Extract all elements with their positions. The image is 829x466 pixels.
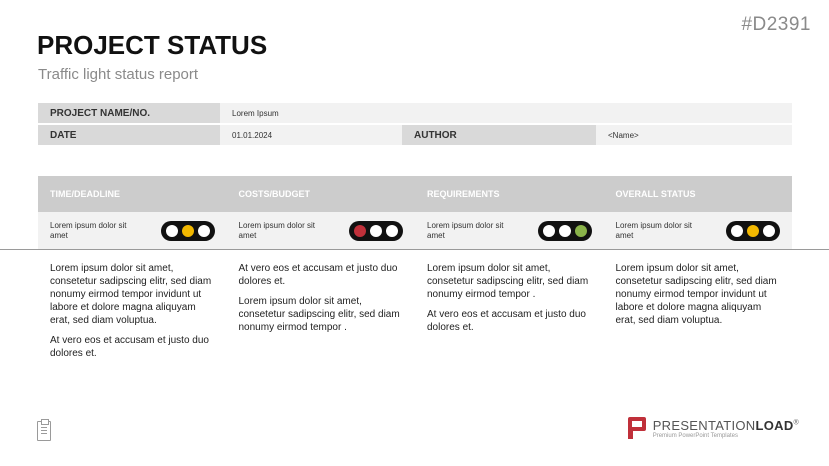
description-paragraph: At vero eos et accusam et justo duo dolores et. (50, 335, 209, 359)
date-author-row (38, 125, 792, 145)
description-paragraph: Lorem ipsum dolor sit amet, consetetur sadipscing elitr, sed diam nonumy eirmod tempor invidunt ut labore et dolore magna aliquyam erat, sed diam voluptua. (615, 263, 777, 326)
status-note: Lorem ipsum dolor sit amet (50, 220, 127, 240)
status-cell (415, 212, 604, 249)
description-column (604, 262, 793, 367)
traffic-light-icon (726, 221, 780, 241)
author-label: AUTHOR (402, 125, 596, 145)
clipboard-icon[interactable] (37, 421, 51, 441)
description-column (415, 262, 604, 367)
status-descriptions (38, 262, 792, 367)
light-red (731, 225, 743, 237)
template-code: #D2391 (741, 14, 811, 35)
status-cell (38, 212, 227, 249)
status-light-row (38, 212, 792, 249)
logo-text (653, 418, 799, 439)
description-column (38, 262, 227, 367)
status-header-row (38, 176, 792, 212)
status-heading: REQUIREMENTS (427, 189, 500, 199)
traffic-light-icon (349, 221, 403, 241)
light-red (354, 225, 366, 237)
light-yellow (182, 225, 194, 237)
date-label: DATE (38, 125, 220, 145)
light-green (763, 225, 775, 237)
status-note: Lorem ipsum dolor sit amet (615, 220, 692, 240)
status-cell (227, 212, 416, 249)
presentationload-logo-icon (627, 416, 647, 440)
traffic-light-icon (538, 221, 592, 241)
status-note: Lorem ipsum dolor sit amet (238, 220, 315, 240)
light-red (543, 225, 555, 237)
light-red (166, 225, 178, 237)
status-cell (604, 212, 793, 249)
date-value: 01.01.2024 (220, 125, 402, 145)
description-column (227, 262, 416, 367)
light-yellow (559, 225, 571, 237)
status-note: Lorem ipsum dolor sit amet (427, 220, 504, 240)
project-row (38, 103, 792, 123)
project-label: PROJECT NAME/NO. (38, 103, 220, 123)
status-heading: OVERALL STATUS (615, 189, 696, 199)
description-paragraph: Lorem ipsum dolor sit amet, consetetur sadipscing elitr, sed diam nonumy eirmod tempor . (238, 296, 400, 333)
light-yellow (370, 225, 382, 237)
light-green (575, 225, 587, 237)
page-title: PROJECT STATUS (37, 30, 268, 60)
logo-tagline: Premium PowerPoint Templates (652, 432, 738, 439)
light-green (198, 225, 210, 237)
light-green (386, 225, 398, 237)
traffic-light-icon (161, 221, 215, 241)
project-value: Lorem Ipsum (220, 103, 792, 123)
brand-logo (627, 416, 799, 440)
description-paragraph: At vero eos et accusam et justo duo dolores et. (238, 263, 398, 287)
status-table (38, 176, 792, 249)
status-heading: TIME/DEADLINE (50, 189, 121, 199)
author-value: <Name> (596, 125, 792, 145)
description-paragraph: Lorem ipsum dolor sit amet, consetetur sadipscing elitr, sed diam nonumy eirmod tempor . (427, 263, 589, 300)
divider (0, 249, 829, 250)
status-heading: COSTS/BUDGET (238, 189, 311, 199)
project-info-table (38, 103, 792, 147)
light-yellow (747, 225, 759, 237)
page-subtitle: Traffic light status report (38, 66, 199, 83)
description-paragraph: At vero eos et accusam et justo duo dolores et. (427, 309, 586, 333)
description-paragraph: Lorem ipsum dolor sit amet, consetetur sadipscing elitr, sed diam nonumy eirmod tempor invidunt ut labore et dolore magna aliquyam erat, sed diam voluptua. (50, 263, 212, 326)
logo-wordmark: PRESENTATIONLOAD® (652, 417, 799, 433)
